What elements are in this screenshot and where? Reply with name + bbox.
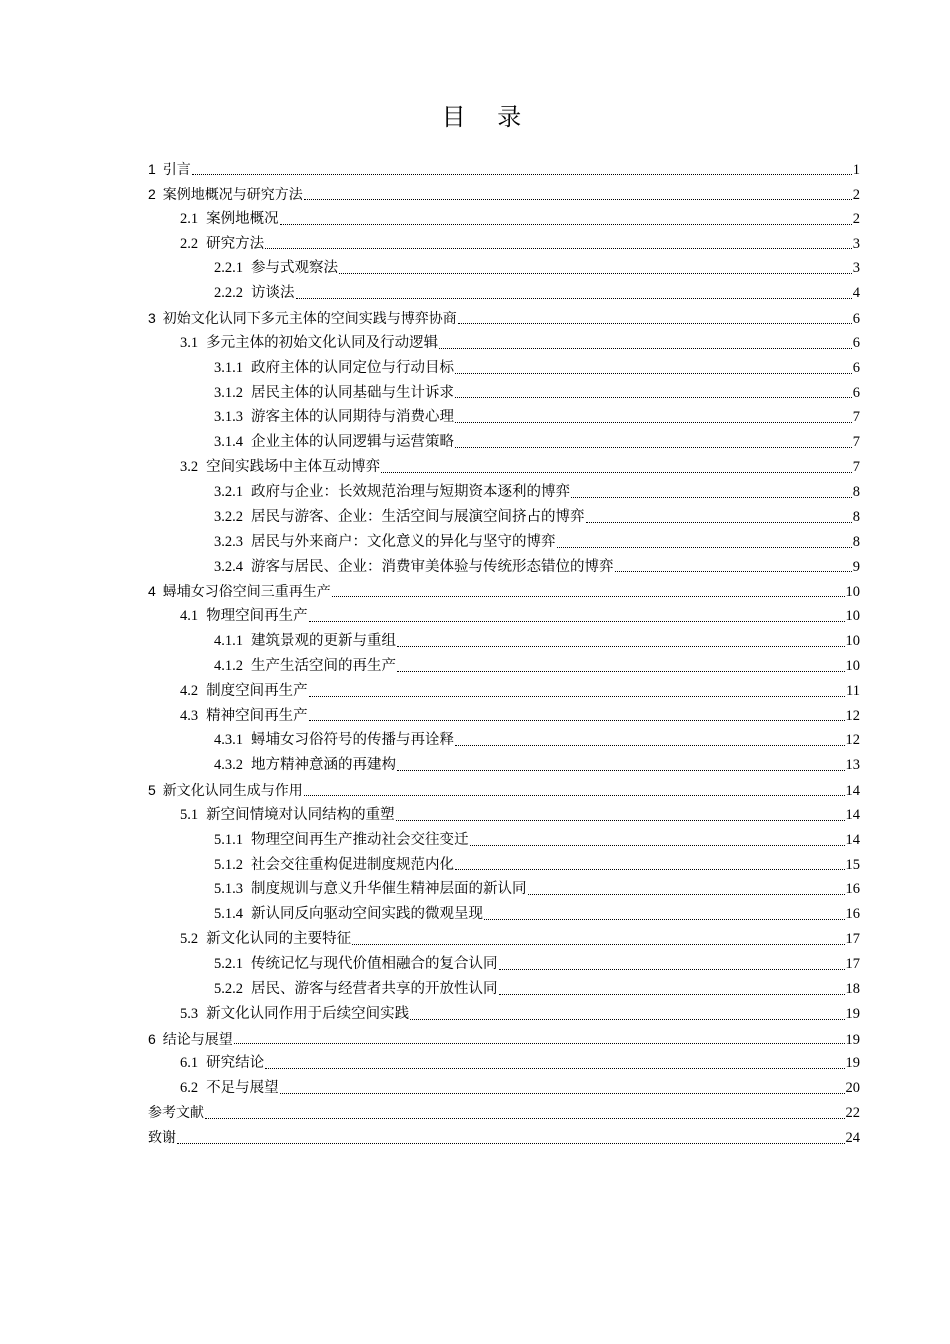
toc-entry-title: 研究方法 [206,235,265,252]
dot-leader [455,421,852,423]
dot-leader [309,719,845,721]
toc-entry[interactable] [148,902,860,927]
dot-leader [499,968,845,970]
toc-entry-title: 不足与展望 [206,1080,279,1097]
toc-entry-number: 3.1.3 [214,409,243,426]
toc-entry-title: 生产生活空间的再生产 [251,657,396,674]
toc-entry-page-number: 15 [845,856,860,873]
dot-leader [439,347,852,349]
toc-entry-number: 4.2 [180,682,199,699]
dot-leader [571,496,852,498]
toc-entry-number: 2 [148,185,156,202]
toc-entry-number: 5.2.1 [214,956,243,972]
toc-entry[interactable] [148,728,860,753]
toc-entry-title: 研究结论 [206,1055,265,1072]
toc-entry-number: 3.1.1 [214,359,243,376]
dot-leader [397,645,845,647]
toc-entry-title: 居民主体的认同基础与生计诉求 [251,384,454,401]
toc-entry-page-number: 6 [852,384,860,401]
toc-entry-title: 游客与居民、企业：消费审美体验与传统形态错位的博弈 [251,558,614,575]
toc-entry-title: 参与式观察法 [251,260,338,277]
dot-leader [528,893,845,895]
toc-entry-title: 案例地概况 [206,210,279,227]
toc-entry[interactable] [148,306,860,331]
toc-entry-page-number: 17 [845,931,860,948]
toc-entry-title: 新文化认同的主要特征 [206,931,352,948]
toc-entry-title: 传统记忆与现代价值相融合的复合认同 [251,956,498,972]
toc-entry-number: 6.2 [180,1080,199,1097]
toc-entry[interactable] [148,207,860,232]
toc-entry-title: 新文化认同作用于后续空间实践 [206,1005,410,1022]
toc-entry-page-number: 10 [845,657,860,674]
toc-entry-number: 4.3 [180,707,199,724]
table-of-contents [148,157,860,1151]
toc-entry-page-number: 19 [845,1031,860,1048]
toc-entry[interactable] [148,778,860,803]
dot-leader [304,794,845,796]
toc-entry-page-number: 11 [846,682,860,699]
toc-entry-number: 4 [148,583,156,600]
toc-entry-page-number: 17 [845,956,860,972]
toc-entry-page-number: 7 [852,409,860,426]
toc-entry-page-number: 6 [852,311,860,328]
dot-leader [397,769,845,771]
toc-entry[interactable] [148,704,860,729]
toc-entry-page-number: 24 [845,1129,860,1146]
toc-entry-page-number: 6 [852,359,860,376]
toc-entry-page-number: 14 [845,806,860,823]
toc-entry-title: 新空间情境对认同结构的重塑 [206,806,395,823]
toc-entry-title: 引言 [162,162,191,178]
dot-leader [499,993,845,995]
dot-leader [309,695,845,697]
toc-entry-page-number: 10 [845,584,860,601]
toc-entry-number: 5.1 [180,806,199,823]
toc-entry-page-number: 3 [852,260,860,277]
toc-entry-title: 地方精神意涵的再建构 [251,757,396,774]
toc-entry[interactable] [148,579,860,604]
toc-entry-title: 制度规训与意义升华催生精神层面的新认同 [251,881,527,898]
toc-entry[interactable] [148,356,860,381]
toc-entry-title: 访谈法 [251,285,295,302]
toc-entry-title: 空间实践场中主体互动博弈 [206,459,381,476]
toc-entry-number: 3.1.2 [214,384,243,401]
dot-leader [586,521,852,523]
toc-entry-number: 5.2.2 [214,980,243,997]
toc-entry-page-number: 10 [845,633,860,650]
toc-entry[interactable] [148,157,860,182]
toc-entry[interactable] [148,654,860,679]
dot-leader [192,173,852,175]
dot-leader [296,297,852,299]
toc-entry[interactable] [148,853,860,878]
toc-entry-title: 多元主体的初始文化认同及行动逻辑 [206,334,439,351]
toc-entry[interactable] [148,1027,860,1052]
toc-entry-number: 2.2 [180,235,199,252]
dot-leader [205,1117,845,1119]
toc-entry-title: 居民与游客、企业：生活空间与展演空间挤占的博弈 [251,508,585,525]
dot-leader [455,744,845,746]
toc-entry-number: 2.1 [180,210,199,227]
dot-leader [455,372,852,374]
toc-entry-title: 居民与外来商户：文化意义的异化与坚守的博弈 [251,533,556,550]
toc-entry-number: 6 [148,1030,156,1047]
toc-entry[interactable] [148,977,860,1002]
toc-entry-page-number: 19 [845,1005,860,1022]
dot-leader [397,670,845,672]
toc-entry[interactable] [148,604,860,629]
toc-entry-title: 政府主体的认同定位与行动目标 [251,359,454,376]
toc-entry-number: 2.2.2 [214,285,243,302]
dot-leader [352,943,844,945]
dot-leader [280,223,852,225]
toc-entry-number: 5.1.1 [214,831,243,848]
toc-entry[interactable] [148,505,860,530]
dot-leader [339,272,852,274]
toc-entry[interactable] [148,1051,860,1076]
toc-entry[interactable] [148,530,860,555]
toc-entry-page-number: 20 [845,1080,860,1097]
toc-entry-title: 社会交往重构促进制度规范内化 [251,856,454,873]
toc-entry[interactable] [148,256,860,281]
toc-entry-page-number: 7 [852,434,860,451]
toc-entry-page-number: 6 [852,334,860,351]
toc-entry[interactable] [148,803,860,828]
toc-entry-title: 制度空间再生产 [206,682,308,699]
toc-entry-title: 案例地概况与研究方法 [162,186,303,203]
dot-leader [381,471,852,473]
toc-entry[interactable] [148,281,860,306]
toc-entry-page-number: 12 [845,732,860,749]
toc-entry-title: 建筑景观的更新与重组 [251,633,396,650]
toc-entry-page-number: 14 [845,783,860,800]
toc-entry-title: 居民、游客与经营者共享的开放性认同 [251,980,498,997]
toc-entry-title: 政府与企业：长效规范治理与短期资本逐利的博弈 [251,483,570,500]
toc-entry-number: 3.1 [180,334,199,351]
toc-entry-number: 3.2.1 [214,483,243,500]
toc-entry-page-number: 9 [852,558,860,575]
toc-entry[interactable] [148,1002,860,1027]
toc-entry-page-number: 12 [845,707,860,724]
toc-entry-number: 4.1 [180,608,199,625]
dot-leader [455,396,852,398]
dot-leader [265,247,852,249]
toc-entry-number: 4.1.1 [214,633,243,650]
dot-leader [410,1018,844,1020]
toc-entry[interactable] [148,1101,860,1126]
toc-entry-page-number: 1 [852,162,860,178]
toc-entry[interactable] [148,828,860,853]
toc-entry-number: 3.2.4 [214,558,243,575]
toc-entry-title: 蟳埔女习俗空间三重再生产 [162,584,331,601]
toc-entry-page-number: 8 [852,483,860,500]
toc-entry-title: 精神空间再生产 [206,707,308,724]
toc-entry-title: 物理空间再生产 [206,608,308,625]
toc-entry[interactable] [148,331,860,356]
toc-entry[interactable] [148,629,860,654]
toc-entry[interactable] [148,753,860,778]
toc-entry[interactable] [148,952,860,977]
dot-leader [280,1092,845,1094]
toc-entry-page-number: 2 [852,186,860,203]
toc-entry-number: 3.2.2 [214,508,243,525]
toc-entry[interactable] [148,1076,860,1101]
toc-entry-title: 结论与展望 [162,1031,233,1048]
toc-entry-number: 6.1 [180,1055,199,1072]
toc-entry-title: 物理空间再生产推动社会交往变迁 [251,831,469,848]
toc-entry-page-number: 18 [845,980,860,997]
toc-entry-page-number: 2 [852,210,860,227]
toc-entry-number: 1 [148,161,156,177]
toc-entry-title: 企业主体的认同逻辑与运营策略 [251,434,454,451]
toc-entry-page-number: 4 [852,285,860,302]
toc-entry-page-number: 8 [852,533,860,550]
toc-entry-number: 5.2 [180,931,199,948]
toc-entry[interactable] [148,555,860,580]
toc-entry-number: 5.1.3 [214,881,243,898]
toc-entry-page-number: 14 [845,831,860,848]
toc-entry-number: 4.3.1 [214,732,243,749]
toc-entry-page-number: 7 [852,459,860,476]
toc-entry-number: 3.2.3 [214,533,243,550]
toc-entry-number: 5.3 [180,1005,199,1022]
toc-entry-page-number: 19 [845,1055,860,1072]
toc-entry-title: 初始文化认同下多元主体的空间实践与博弈协商 [162,311,457,328]
dot-leader [615,570,852,572]
toc-entry-title: 新文化认同生成与作用 [162,783,303,800]
toc-entry-number: 3 [148,310,156,327]
toc-entry-number: 3.1.4 [214,434,243,451]
dot-leader [265,1067,844,1069]
toc-entry[interactable] [148,381,860,406]
toc-entry-number: 5.1.4 [214,906,243,923]
toc-entry-page-number: 16 [845,906,860,923]
toc-entry-page-number: 22 [845,1105,860,1122]
dot-leader [309,620,845,622]
toc-entry[interactable] [148,480,860,505]
toc-entry-number: 4.1.2 [214,657,243,674]
toc-entry-page-number: 16 [845,881,860,898]
toc-entry-title: 游客主体的认同期待与消费心理 [251,409,454,426]
toc-entry-title: 致谢 [148,1129,176,1146]
toc-entry[interactable] [148,430,860,455]
toc-entry-number: 5 [148,782,156,799]
dot-leader [332,595,845,597]
dot-leader [304,198,852,200]
dot-leader [234,1042,845,1044]
toc-entry-page-number: 8 [852,508,860,525]
toc-entry[interactable] [148,232,860,257]
toc-entry-page-number: 3 [852,235,860,252]
toc-entry-number: 3.2 [180,459,199,476]
dot-leader [557,546,852,548]
toc-entry[interactable] [148,455,860,480]
toc-title: 目 录 [441,103,534,131]
dot-leader [396,819,845,821]
dot-leader [470,844,845,846]
toc-entry-number: 2.2.1 [214,260,243,277]
dot-leader [455,446,852,448]
toc-entry-title: 参考文献 [148,1105,204,1122]
toc-entry[interactable] [148,679,860,704]
toc-entry-page-number: 10 [845,608,860,625]
dot-leader [455,868,845,870]
toc-entry[interactable] [148,927,860,952]
toc-entry-title: 新认同反向驱动空间实践的微观呈现 [251,906,483,923]
toc-entry-number: 5.1.2 [214,856,243,873]
toc-entry[interactable] [148,1126,860,1151]
toc-entry-title: 蟳埔女习俗符号的传播与再诠释 [251,732,454,749]
dot-leader [458,322,852,324]
dot-leader [177,1142,845,1144]
toc-entry[interactable] [148,405,860,430]
toc-entry[interactable] [148,182,860,207]
toc-entry-page-number: 13 [845,757,860,774]
toc-entry[interactable] [148,877,860,902]
toc-entry-number: 4.3.2 [214,757,243,774]
dot-leader [484,918,845,920]
